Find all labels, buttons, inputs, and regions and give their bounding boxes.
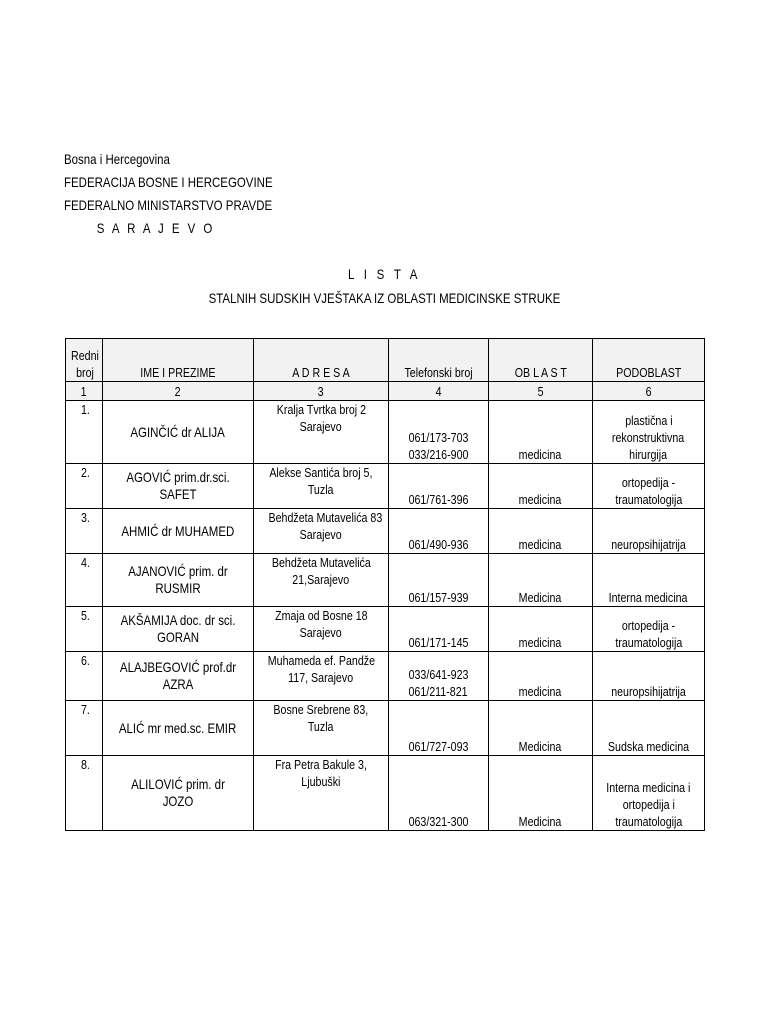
expert-field: Medicina [489,701,593,756]
experts-table [65,338,705,831]
expert-name: ALIĆ mr med.sc. EMIR [103,701,254,756]
column-header: Redni broj [66,339,103,382]
expert-subfield: neuropsihijatrija [593,509,705,554]
expert-subfield: ortopedija - traumatologija [593,464,705,509]
table-row [66,509,705,554]
expert-phone: 061/490-936 [389,509,489,554]
row-number: 8. [66,756,103,831]
expert-address: Fra Petra Bakule 3, Ljubuški [254,756,389,831]
column-number: 4 [389,382,489,401]
expert-subfield: plastična i rekonstruktivna hirurgija [593,401,705,464]
expert-address: Behdžeta Mutavelića 21,Sarajevo [254,554,389,607]
expert-phone: 063/321-300 [389,756,489,831]
expert-address: Behdžeta Mutavelića 83 Sarajevo [254,509,389,554]
table-row [66,464,705,509]
row-number: 3. [66,509,103,554]
row-number: 7. [66,701,103,756]
row-number: 2. [66,464,103,509]
expert-address: Zmaja od Bosne 18 Sarajevo [254,607,389,652]
column-header: OB L A S T [489,339,593,382]
expert-address: Muhameda ef. Pandže 117, Sarajevo [254,652,389,701]
document-title: L I S T A [347,266,421,282]
row-number: 4. [66,554,103,607]
header-ministry: FEDERALNO MINISTARSTVO PRAVDE [64,197,273,213]
table-row [66,554,705,607]
expert-subfield: Sudska medicina [593,701,705,756]
expert-phone: 061/157-939 [389,554,489,607]
expert-address: Bosne Srebrene 83, Tuzla [254,701,389,756]
column-header: PODOBLAST [593,339,705,382]
expert-field: medicina [489,401,593,464]
table-row [66,607,705,652]
expert-phone: 061/171-145 [389,607,489,652]
table-row [66,652,705,701]
row-number: 5. [66,607,103,652]
expert-name: AKŠAMIJA doc. dr sci. GORAN [103,607,254,652]
table-row [66,401,705,464]
expert-field: medicina [489,509,593,554]
expert-subfield: Interna medicina i ortopedija i traumatologija [593,756,705,831]
expert-subfield: Interna medicina [593,554,705,607]
expert-field: medicina [489,652,593,701]
expert-name: ALAJBEGOVIĆ prof.dr AZRA [103,652,254,701]
column-number: 3 [254,382,389,401]
document-header [64,148,273,240]
expert-name: AHMIĆ dr MUHAMED [103,509,254,554]
table-header-row [66,339,705,382]
expert-address: Alekse Santića broj 5, Tuzla [254,464,389,509]
column-header: IME I PREZIME [103,339,254,382]
expert-phone: 061/727-093 [389,701,489,756]
column-number: 1 [66,382,103,401]
expert-subfield: neuropsihijatrija [593,652,705,701]
row-number: 6. [66,652,103,701]
column-number: 5 [489,382,593,401]
expert-field: Medicina [489,756,593,831]
expert-phone: 061/761-396 [389,464,489,509]
expert-subfield: ortopedija - traumatologija [593,607,705,652]
header-federation: FEDERACIJA BOSNE I HERCEGOVINE [64,174,273,190]
expert-phone: 061/173-703 033/216-900 [389,401,489,464]
column-number: 6 [593,382,705,401]
column-number: 2 [103,382,254,401]
expert-field: medicina [489,464,593,509]
expert-name: AGINČIĆ dr ALIJA [103,401,254,464]
expert-name: ALILOVIĆ prim. dr JOZO [103,756,254,831]
expert-phone: 033/641-923 061/211-821 [389,652,489,701]
column-number-row [66,382,705,401]
expert-field: medicina [489,607,593,652]
header-city: S A R A J E V O [96,220,215,236]
document-subtitle: STALNIH SUDSKIH VJEŠTAKA IZ OBLASTI MEDICINSKE STRUKE [208,290,560,306]
expert-name: AGOVIĆ prim.dr.sci. SAFET [103,464,254,509]
table-row [66,756,705,831]
expert-name: AJANOVIĆ prim. dr RUSMIR [103,554,254,607]
expert-address: Kralja Tvrtka broj 2 Sarajevo [254,401,389,464]
header-country: Bosna i Hercegovina [64,151,170,167]
row-number: 1. [66,401,103,464]
table-row [66,701,705,756]
column-header: Telefonski broj [389,339,489,382]
expert-field: Medicina [489,554,593,607]
column-header: A D R E S A [254,339,389,382]
